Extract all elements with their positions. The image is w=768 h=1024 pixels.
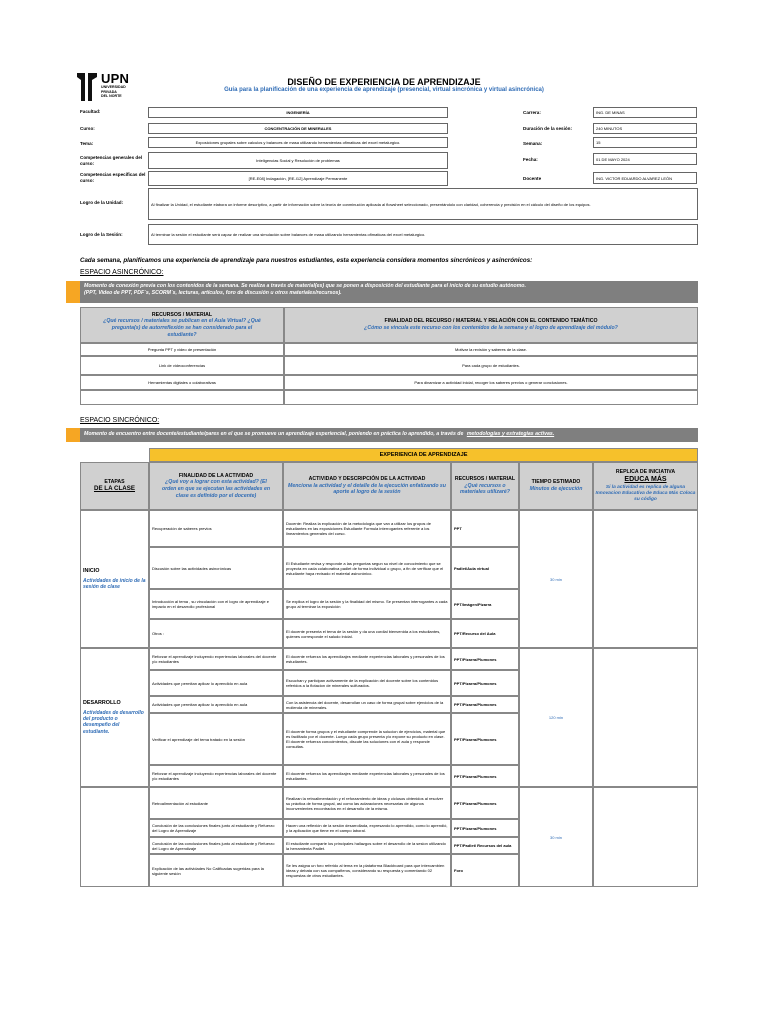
fecha-value: 01 DE MAYO 2024 (593, 153, 697, 165)
tema-label: Tema: (80, 141, 94, 146)
inicio-rec-4: PPT/Recurso del Aula (451, 619, 519, 648)
tema-value: Exposiciones grupales sobre calculos y balances de masa utilizando herramientas ofimaticas del excel metalurgico. (148, 137, 448, 148)
desarrollo-act-1: El docente refuerza los aprendizajes mediante experiencias laborales y personales de los estudiantes. (283, 648, 451, 670)
desarrollo-fin-3: Actividades que permitan aplicar lo aprendido en aula (149, 696, 283, 713)
logo-sub3: DEL NORTE (101, 94, 122, 98)
actividad-header-title: ACTIVIDAD Y DESCRIPCIÓN DE LA ACTIVIDAD (308, 475, 426, 482)
desarrollo-act-2: Escuchan y participan activamente de la explicación del docente sobre los contenidos referidos a la flotacion de minerales sulfurados. (283, 670, 451, 696)
inicio-time: 30 min (519, 510, 593, 648)
curso-label: Curso: (80, 126, 95, 131)
sincronico-heading: ESPACIO SINCRÓNICO: (80, 417, 160, 424)
desarrollo-rec-5: PPT/Pizarra/Plumones (451, 765, 519, 787)
asinc-recurso-4 (80, 390, 284, 405)
actividad-header (283, 462, 451, 510)
logo-brand: UPN (101, 71, 130, 86)
desarrollo-fin-4: Verificar el aprendizaje del tema tratado en la sesión (149, 713, 283, 765)
desarrollo-fin-1: Reforzar el aprendizaje incluyendo experiencias laborales del docente y/o estudiantes (149, 648, 283, 670)
cierre-fin-2: Conclusión de las conclusiones finales junto al estudiante y Refuerzo del Logro de Aprendizaje (149, 819, 283, 837)
inicio-stage-title: INICIO (83, 567, 100, 574)
desarrollo-rec-2: PPT/Pizarra/Plumones (451, 670, 519, 696)
asincronico-bar (80, 281, 698, 303)
cierre-fin-3: Conclusión de las conclusiones finales junto al estudiante y Refuerzo del Logro de Aprendizaje (149, 837, 283, 854)
cierre-act-2: Hacen una reflexión de la sesión desarrollada, expresando lo aprendido, como lo aprendió, y la aplicación que tiene en el campo laboral. (283, 819, 451, 837)
sincronico-bar (80, 428, 698, 442)
desarrollo-rec-3: PPT/Pizarra/Plumones (451, 696, 519, 713)
recursos-header-title: RECURSOS / MATERIAL (454, 475, 516, 482)
logro-sesion-label: Logro de la Sesión: (80, 232, 123, 237)
asinc-recurso-1: Pregunta PPT y video de presentación (80, 343, 284, 356)
asinc-col1-title: RECURSOS / MATERIAL (151, 311, 213, 318)
asinc-col1-header (80, 307, 284, 343)
logro-sesion-value: Al terminar la sesión el estudiante será capaz de realizar una simulación sobre balances de masa utilizando herramientas ofimaticas del excel metalurgico. (148, 224, 698, 245)
cierre-rec-4: Foro (451, 854, 519, 887)
finalidad-header-title: FINALIDAD DE LA ACTIVIDAD (178, 472, 254, 479)
asinc-finalidad-4 (284, 390, 698, 405)
carrera-label: Carrera: (523, 110, 541, 115)
logo-sub2: PRIVADA (101, 89, 117, 94)
desarrollo-fin-2: Actividades que permitan aplicar lo aprendido en aula (149, 670, 283, 696)
inicio-stage-cell (80, 510, 149, 648)
asincronico-bar-line1: Momento de conexión previa con los contenidos de la semana. Se realiza a través de material(es) que se ponen a disposición del estudiante para el inicio de su estudio autónomo. (84, 283, 526, 289)
desarrollo-fin-5: Reforzar el aprendizaje incluyendo experiencias laborales del docente y/o estudiantes (149, 765, 283, 787)
comp-gen-value: Inteligencias Social y Resolución de problemas (148, 152, 448, 169)
finalidad-header (149, 462, 283, 510)
duracion-value: 240 MINUTOS (593, 123, 697, 134)
cierre-fin-4: Explicación de las actividades No Calificadas sugeridas para la siguiente sesión (149, 854, 283, 887)
replica-header-title: REPLICA DE INICIATIVA (615, 468, 676, 475)
docente-value: ING. VICTOR EDUARDO ALVAREZ LEÓN (593, 172, 697, 184)
logro-unidad-value: Al finalizar la Unidad, el estudiante elabora un informe descriptivo, a partir de información sobre la teoría de conminución aplicada al flowsheet seleccionado, presentándolo con claridad, coherencia y precisión en el cálculo del diseño de los equipos. (148, 188, 698, 220)
asinc-finalidad-1: Motivar la revisión y saberes de la clase. (284, 343, 698, 356)
page-subtitle: Guía para la planificación de una experiencia de aprendizaje (presencial, virtual sincrónica y virtual asincrónica) (224, 87, 544, 93)
desarrollo-act-3: Con la asistencia del docente, desarrollan un caso de forma grupal sobre ejercicios de la molienda de minerales. (283, 696, 451, 713)
desarrollo-stage-sub: Actividades de desarrollo del producto o desempeño del estudiante. (83, 709, 144, 735)
comp-gen-label: Competencias generales del curso: (80, 155, 143, 166)
asincronico-heading: ESPACIO ASINCRÓNICO: (80, 269, 164, 276)
desarrollo-time: 120 min (519, 648, 593, 787)
inicio-rec-2: Padlet/Aula virtual (451, 547, 519, 589)
cierre-act-4: Se les asigna un foro referido al tema en la plataforma Blackboard para que intercambien ideas y debata con sus compañeros, considerando su respuesta y comentando 02 respuestas de otros estudiantes. (283, 854, 451, 887)
cierre-act-1: Realizan la retroalimentación y el reforzamiento de ideas y ciclusos obtenidos al resolver su práctica de forma grupal, así como las aclaraciones necesarias de algunos inconvenientes encontrados en el desarrollo de la misma. (283, 787, 451, 819)
metodologias-link[interactable]: metodologías y estrategias activas. (466, 431, 555, 438)
tiempo-header-title: TIEMPO ESTIMADO (531, 479, 581, 486)
asinc-col2-sub: ¿Cómo se vincula este recurso con los contenidos de la semana y el logro de aprendizaje del módulo? (364, 325, 618, 331)
logro-unidad-label: Logro de la Unidad: (80, 200, 124, 205)
desarrollo-rec-4: PPT/Pizarra/Plumones (451, 713, 519, 765)
carrera-value: ING. DE MINAS (593, 107, 697, 118)
asincronico-accent (66, 281, 80, 303)
experiencia-title: EXPERIENCIA DE APRENDIZAJE (149, 448, 698, 462)
cierre-act-3: El estudiante comparte los principales hallazgos sobre el desarrollo de la sesion utilizando la herramienta Padlet. (283, 837, 451, 854)
cierre-rec-2: PPT/Pizarra/Plumones (451, 819, 519, 837)
comp-esp-label: Competencias específicas del curso: (80, 172, 146, 183)
comp-esp-value: [RE-E08] Indagación, [RE-I12] Aprendizaje Permanente (148, 171, 448, 186)
etapas-header (80, 462, 149, 510)
cierre-fin-1: Retroalimentación al estudiante (149, 787, 283, 819)
inicio-fin-2: Discusión sobre las actividades asincrónicas (149, 547, 283, 589)
semana-label: Semana: (523, 141, 543, 146)
facultad-label: Facultad: (80, 109, 101, 114)
logo-sub1: UNIVERSIDAD (101, 85, 126, 89)
cierre-rec-1: PPT/Pizarra/Plumones (451, 787, 519, 819)
tiempo-header (519, 462, 593, 510)
etapas-header-sub: DE LA CLASE (93, 485, 136, 493)
sincronico-accent (66, 428, 80, 442)
asinc-col1-sub: ¿Qué recursos / materiales se publican en el Aula Virtual? ¿Qué pregunta(s) de autorreflexión se han considerado para el estudiante? (103, 318, 261, 338)
asinc-finalidad-2: Para cada grupo de estudiantes. (284, 356, 698, 375)
inicio-rec-1: PPT (451, 510, 519, 547)
desarrollo-act-4: El docente forma grupos y el estudiante comprende la solucion de ejercicios, material que es facilitado por el docente. Luego cada grupo presenta y/o expone su producto en clase. El docente refuerza conocimientos, discute las soluciones con el aula y responde consultas. (283, 713, 451, 765)
inicio-rec-3: PPT/Imágen/Pizarra (451, 589, 519, 619)
inicio-fin-3: Introducción al tema , su vinculación con el logro de aprendizaje e impacto en el desarrollo profesional (149, 589, 283, 619)
desarrollo-stage-cell (80, 648, 149, 787)
asinc-recurso-3: Herramientas digitales o colaborativas (80, 375, 284, 390)
facultad-value: INGENIERÍA (148, 107, 448, 118)
inicio-replica (593, 510, 698, 648)
finalidad-header-sub: ¿Qué voy a lograr con esta actividad? (El orden en que se ejecutan las actividades en clase es definido por el docente) (161, 479, 271, 499)
fecha-label: Fecha: (523, 157, 538, 162)
desarrollo-stage-title: DESARROLLO (83, 700, 121, 707)
cierre-time: 30 min (519, 787, 593, 887)
asincronico-bar-line2: (PPT, Video de PPT, PDF´s, SCORM´s, lecturas, artículos, foro de discusión u otros materiales/recursos). (84, 290, 342, 297)
duracion-label: Duración de la sesión: (523, 126, 573, 131)
cierre-replica (593, 787, 698, 887)
docente-label: Docente (523, 176, 542, 181)
inicio-act-4: El docente presenta el tema de la sesión y da una cordial bienvenida a los estudiantes, quienes corresponde el saludo inicial. (283, 619, 451, 648)
asinc-recurso-2: Link de videoconferencias (80, 356, 284, 375)
etapas-header-title: ETAPAS (104, 478, 125, 485)
asinc-col2-header (284, 307, 698, 343)
inicio-act-1: Docente: Realiza la explicación de la metodología que van a utilizar los grupos de estudiantes en las exposiciones Estudiante Formula interrogantes referente a los lineamientos generales del curso. (283, 510, 451, 547)
actividad-header-sub: Menciona la actividad y el detalle de la ejecución enfatizando su aporte al logro de la sesión (288, 482, 446, 496)
asinc-col2-title: FINALIDAD DEL RECURSO / MATERIAL Y RELACIÓN CON EL CONTENIDO TEMÁTICO (384, 318, 598, 325)
replica-header (593, 462, 698, 510)
desarrollo-rec-1: PPT/Pizarra/Plumones (451, 648, 519, 670)
curso-value: CONCENTRACIÓN DE MINERALES (148, 123, 448, 134)
inicio-act-3: Se explica el logro de la sesión y la finalidad del mismo. Se presentan interrogantes a cada grupo al terminar la exposición (283, 589, 451, 619)
cierre-rec-3: PPT/Padlet/ Recursos del aula (451, 837, 519, 854)
tiempo-header-sub: Minutos de ejecución (529, 486, 583, 492)
inicio-fin-1: Recuperación de saberes previos (149, 510, 283, 547)
desarrollo-replica (593, 648, 698, 787)
intro-text: Cada semana, planificamos una experiencia de aprendizaje para nuestros estudiantes, esta experiencia considera momentos sincrónicos y asincrónicos: (80, 257, 533, 264)
semana-value: 15 (593, 137, 697, 148)
inicio-stage-sub: Actividades de inicio de la sesión de clase (83, 577, 146, 590)
replica-header-sub: Si la actividad es replica de alguna Innovacion Educativa de Educa Más Coloca su código (595, 484, 696, 503)
cierre-stage-cell (80, 787, 149, 887)
desarrollo-act-5: El docente refuerza los aprendizajes mediante experiencias laborales y personales de los estudiantes. (283, 765, 451, 787)
recursos-header-sub: ¿Qué recursos o materiales utilizaré? (460, 482, 510, 496)
recursos-header (451, 462, 519, 510)
inicio-act-2: El Estudiante revisa y responde a las preguntas segun su nivel de conocimiento que se proyecta en cada colaborativa padlet de forma individual o grupo, a fin de verificar que el estudiante haya revisado el material asincrónico. (283, 547, 451, 589)
educa-mas-link[interactable]: EDUCA MÁS (624, 476, 667, 484)
page-title: DISEÑO DE EXPERIENCIA DE APRENDIZAJE (287, 77, 481, 87)
inicio-fin-4: Otros : (149, 619, 283, 648)
sincronico-bar-text: Momento de encuentro entre docente/estudiante/pares en el que se promueve un aprendizaje experiencial, poniendo en práctica lo aprendido, a través de (84, 431, 465, 438)
asinc-finalidad-3: Para dinamizar a actividad inicial, recoger los saberes previos o generar conclusiones. (284, 375, 698, 390)
